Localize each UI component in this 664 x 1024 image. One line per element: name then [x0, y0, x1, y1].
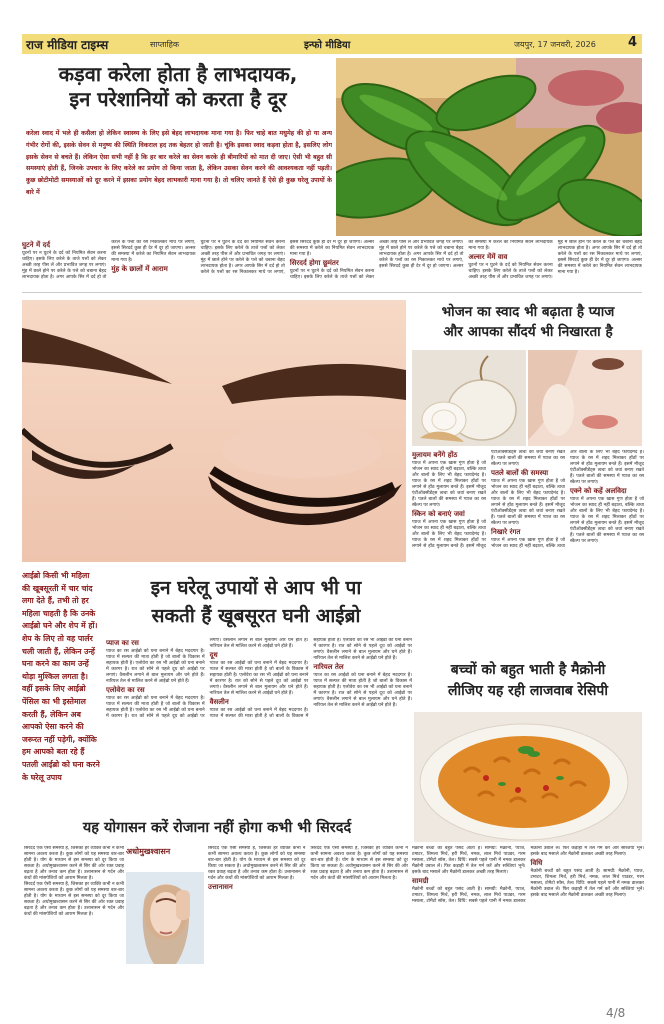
karela-body-text: घुटनों पर न घुटने के दर्द को नियमित सेवन करना चाहिए। इसके लिए करेले के ताजे पत्तों को लेकर अच्छी तरह पीस लें और प्रभावित जगह पर लगाएं। मुंह में छाले होने पर करेले के पत्ते को चबाना बेहद लाभदायक होता है। अगर आपके सिर में दर्द हो तो करेले के पत्तों का रस निकालकर माथे पर लगाएं, इससे सिरदर्द कुछ ही देर में दूर हो जाएगा। अल्सर की समस्या में करेले का नियमित सेवन लाभदायक माना गया है। [22, 240, 196, 280]
onion-body-text-3: प्याज में अपना एक खास गुण होता है जो भोजन का स्वाद ही नहीं बढ़ाता, बल्कि त्वचा और बालों के लिए भी बेहद फायदेमंद है। प्याज के रस में शहद मिलाकर होंठों पर लगाने से होंठ मुलायम बनते हैं। इसमें मौजूद एंटीऑक्सीडेंट्स त्वचा को जवां बनाए रखते हैं। पतले बालों की समस्या में प्याज का रस स्कैल्प पर लगाएं। [491, 479, 565, 526]
macaroni-subhead-2: विधि [530, 859, 543, 867]
onion-body-text-2: प्याज में अपना एक खास गुण होता है जो भोजन का स्वाद ही नहीं बढ़ाता, बल्कि त्वचा और बालों के लिए भी बेहद फायदेमंद है। प्याज के रस में शहद मिलाकर होंठों पर लगाने से होंठ मुलायम बनते हैं। इसमें मौजूद एंटीऑक्सीडेंट्स त्वचा को जवां बनाए रखते हैं। पतले बालों की समस्या में प्याज का रस स्कैल्प पर लगाएं। [412, 450, 565, 549]
eyebrow-headline-line1: इन घरेलू उपायों से आप भी पा [150, 577, 362, 599]
macaroni-body [412, 846, 644, 1014]
eyebrow-subhead-2: एलोवेरा का रस [106, 686, 145, 694]
karela-body-text-3: घुटनों पर न घुटने के दर्द को नियमित सेवन करना चाहिए। इसके लिए करेले के ताजे पत्तों को लेकर अच्छी तरह पीस लें और प्रभावित जगह पर लगाएं। मुंह में छाले होने पर करेले के पत्ते को चबाना बेहद लाभदायक होता है। अगर आपके सिर में दर्द हो तो करेले के पत्तों का रस निकालकर माथे पर लगाएं, इससे सिरदर्द कुछ ही देर में दूर हो जाएगा। अल्सर की समस्या में करेले का नियमित सेवन लाभदायक माना गया है। [289, 240, 553, 280]
onion-headline-line1: भोजन का स्वाद भी बढ़ाता है प्याज [441, 304, 615, 320]
macaroni-headline-line2: लीजिए यह रही लाजवाब रेसिपी [447, 683, 608, 699]
onion-photo [412, 350, 526, 446]
eyebrow-subhead-5: नारियल तेल [313, 663, 344, 671]
onion-subhead-1: मुलायम बनेंगे होंठ [412, 451, 458, 459]
karela-subhead-3: सिरदर्द होगा छूमंतर [289, 259, 339, 267]
karela-body-text-4: घुटनों पर न घुटने के दर्द को नियमित सेवन करना चाहिए। इसके लिए करेले के ताजे पत्तों को लेकर अच्छी तरह पीस लें और प्रभावित जगह पर लगाएं। मुंह में छाले होने पर करेले के पत्ते को चबाना बेहद लाभदायक होता है। अगर आपके सिर में दर्द हो तो करेले के पत्तों का रस निकालकर माथे पर लगाएं, इससे सिरदर्द कुछ ही देर में दूर हो जाएगा। अल्सर की समस्या में करेले का नियमित सेवन लाभदायक माना गया है। [468, 240, 642, 280]
eyebrow-body-text-3: प्याज का रस आईब्रो को घना बनाने में बेहद मददगार है। प्याज में सल्फर की मात्रा होती है जो बालों के विकास में सहायक होती है। एलोवेरा का रस भी आईब्रो को घना बनाने में कारगर है। रात को सोने से पहले दूध को आईब्रो पर लगाएं। वैसलीन लगाने से बाल मुलायम और घने होते हैं। नारियल तेल से मालिश करने से आईब्रो घने होते हैं। [209, 661, 309, 696]
yoga-subhead-2: उत्तानासन [208, 883, 233, 891]
eyebrow-body-text: प्याज का रस आईब्रो को घना बनाने में बेहद मददगार है। प्याज में सल्फर की मात्रा होती है जो बालों के विकास में सहायक होती है। एलोवेरा का रस भी आईब्रो को घना बनाने में कारगर है। रात को सोने से पहले दूध को आईब्रो पर लगाएं। वैसलीन लगाने से बाल मुलायम और घने होते हैं। नारियल तेल से मालिश करने से आईब्रो घने होते हैं। [106, 649, 205, 684]
macaroni-subhead-1: सामग्री [412, 877, 429, 885]
yoga-subhead-1: अधोमुखश्वासन [126, 847, 171, 856]
macaroni-body-text-2: मैक्रोनी बच्चों को बहुत पसंद आती है। सामग्री: मैक्रोनी, प्याज, टमाटर, शिमला मिर्च, हरी मिर्च, नमक, लाल मिर्च पाउडर, गरम मसाला, टोमैटो सॉस, तेल। विधि: सबसे पहले पानी में नमक डालकर मैक्रोनी उबाल लें। फिर कड़ाही में तेल गर्म करें और सब्जियां भूनें। इसके बाद मसाले और मैक्रोनी डालकर अच्छी तरह मिलाएं। [412, 846, 644, 904]
macaroni-headline [412, 660, 644, 702]
eyebrow-body-text-5: प्याज का रस आईब्रो को घना बनाने में बेहद मददगार है। प्याज में सल्फर की मात्रा होती है जो बालों के विकास में सहायक होती है। एलोवेरा का रस भी आईब्रो को घना बनाने में कारगर है। रात को सोने से पहले दूध को आईब्रो पर लगाएं। वैसलीन लगाने से बाल मुलायम और घने होते हैं। नारियल तेल से मालिश करने से आईब्रो घने होते हैं। [313, 673, 412, 708]
masthead [22, 34, 642, 54]
eyebrow-headline [104, 574, 408, 630]
section-label: इन्फो मीडिया [304, 40, 351, 51]
yoga-body-left [24, 846, 124, 1016]
onion-headline [412, 302, 644, 342]
eyebrow-subhead-1: प्याज का रस [106, 639, 139, 647]
bitter-gourd-photo [336, 58, 642, 236]
karela-headline [22, 62, 334, 112]
onion-body-text-4: प्याज में अपना एक खास गुण होता है जो भोजन का स्वाद ही नहीं बढ़ाता, बल्कि त्वचा और बालों के लिए भी बेहद फायदेमंद है। प्याज के रस में शहद मिलाकर होंठों पर लगाने से होंठ मुलायम बनते हैं। इसमें मौजूद एंटीऑक्सीडेंट्स त्वचा को जवां बनाए रखते हैं। पतले बालों की समस्या में प्याज का रस स्कैल्प पर लगाएं। [491, 450, 644, 549]
page-number: 4 [628, 35, 638, 50]
onion-subhead-3: पतले बालों की समस्या [491, 469, 549, 477]
eyebrow-subhead-4: वैसलीन [209, 698, 229, 706]
eyebrow-photo [22, 300, 406, 562]
yoga-headline: यह योगासन करें रोजाना नहीं होगा कभी भी सिरदर्द [82, 820, 352, 836]
yoga-body-text-3: सिरदर्द एक ऐसी समस्या है, जिसका हर व्यक्ति कभी न कभी सामना अवश्य करता है। कुछ लोगों को यह समस्या बार-बार होती है। योग के माध्यम से इस समस्या को दूर किया जा सकता है। अधोमुखश्वासन करने से सिर की ओर रक्त प्रवाह बढ़ता है और तनाव कम होता है। उत्तानासन से गर्दन और कंधों की मांसपेशियों को आराम मिलता है। [208, 846, 306, 881]
macaroni-photo [414, 712, 642, 842]
onion-body-text: प्याज में अपना एक खास गुण होता है जो भोजन का स्वाद ही नहीं बढ़ाता, बल्कि त्वचा और बालों के लिए भी बेहद फायदेमंद है। प्याज के रस में शहद मिलाकर होंठों पर लगाने से होंठ मुलायम बनते हैं। इसमें मौजूद एंटीऑक्सीडेंट्स त्वचा को जवां बनाए रखते हैं। पतले बालों की समस्या में प्याज का रस स्कैल्प पर लगाएं। [412, 461, 486, 508]
onion-subhead-2: स्किन को बनाएं जवां [412, 510, 465, 518]
onion-headline-line2: और आपका सौंदर्य भी निखारता है [443, 324, 613, 340]
karela-body-text-2: घुटनों पर न घुटने के दर्द को नियमित सेवन करना चाहिए। इसके लिए करेले के ताजे पत्तों को लेकर अच्छी तरह पीस लें और प्रभावित जगह पर लगाएं। मुंह में छाले होने पर करेले के पत्ते को चबाना बेहद लाभदायक होता है। अगर आपके सिर में दर्द हो तो करेले के पत्तों का रस निकालकर माथे पर लगाएं, इससे सिरदर्द कुछ ही देर में दूर हो जाएगा। अल्सर की समस्या में करेले का नियमित सेवन लाभदायक माना गया है। [200, 240, 375, 275]
eyebrow-body [106, 638, 412, 810]
yoga-body-text-2: सिरदर्द एक ऐसी समस्या है, जिसका हर व्यक्ति कभी न कभी सामना अवश्य करता है। कुछ लोगों को यह समस्या बार-बार होती है। योग के माध्यम से इस समस्या को दूर किया जा सकता है। अधोमुखश्वासन करने से सिर की ओर रक्त प्रवाह बढ़ता है और तनाव कम होता है। उत्तानासन से गर्दन और कंधों की मांसपेशियों को आराम मिलता है। [24, 882, 124, 917]
onion-subhead-5: एक्ने को कहें अलविदा [570, 487, 627, 495]
macaroni-body-text: मैक्रोनी बच्चों को बहुत पसंद आती है। सामग्री: मैक्रोनी, प्याज, टमाटर, शिमला मिर्च, हरी मिर्च, नमक, लाल मिर्च पाउडर, गरम मसाला, टोमैटो सॉस, तेल। विधि: सबसे पहले पानी में नमक डालकर मैक्रोनी उबाल लें। फिर कड़ाही में तेल गर्म करें और सब्जियां भूनें। इसके बाद मसाले और मैक्रोनी डालकर अच्छी तरह मिलाएं। [412, 846, 526, 875]
macaroni-body-text-3: मैक्रोनी बच्चों को बहुत पसंद आती है। सामग्री: मैक्रोनी, प्याज, टमाटर, शिमला मिर्च, हरी मिर्च, नमक, लाल मिर्च पाउडर, गरम मसाला, टोमैटो सॉस, तेल। विधि: सबसे पहले पानी में नमक डालकर मैक्रोनी उबाल लें। फिर कड़ाही में तेल गर्म करें और सब्जियां भूनें। इसके बाद मसाले और मैक्रोनी डालकर अच्छी तरह मिलाएं। [530, 869, 644, 898]
karela-body [22, 240, 642, 288]
karela-intro: करेला स्वाद में भले ही कसैला हो लेकिन स्वास्थ्य के लिए इसे बेहद लाभदायक माना गया है। फिर चाहे बात मधुमेह की हो या अन्य गंभीर रोगों की, इसके सेवन से मनुष्य की स्थिति विकराल हद तक बेहतर हो जाती है। चूंकि इसका स्वाद कड़वा होता है, इसलिए लोग इसके सेवन से बचते हैं। लेकिन ऐसा सभी नहीं है कि हर बार करेले का सेवन करके ही बीमारियों को मात दी जाए। ऐसी भी बहुत सी समस्याएं होती हैं, जिनके उपचार के लिए करेले का प्रयोग तो किया जाता है, लेकिन उसका सेवन करने की आवश्यकता नहीं पड़ती। कुछ छोटीमोटी समस्याओं को दूर करने में इसका प्रयोग बेहद लाभकारी माना गया है। तो चलिए जानते हैं ऐसे ही कुछ घरेलू उपायों के बारे में [26, 130, 332, 196]
karela-headline-line2: इन परेशानियों को करता है दूर [69, 87, 287, 111]
yoga-body-right [208, 846, 408, 1016]
paper-name: राज मीडिया टाइम्स [26, 38, 109, 52]
yoga-body-text-4: सिरदर्द एक ऐसी समस्या है, जिसका हर व्यक्ति कभी न कभी सामना अवश्य करता है। कुछ लोगों को यह समस्या बार-बार होती है। योग के माध्यम से इस समस्या को दूर किया जा सकता है। अधोमुखश्वासन करने से सिर की ओर रक्त प्रवाह बढ़ता है और तनाव कम होता है। उत्तानासन से गर्दन और कंधों की मांसपेशियों को आराम मिलता है। [310, 846, 408, 881]
eyebrow-side-text: आईब्रो किसी भी महिला की खूबसूरती में चार चांद लगा देते हैं, तभी तो हर महिला चाहती है कि उनके आईब्रो घने और शेप में हों। शेप के लिए तो वह पार्लर चली जाती हैं, लेकिन उन्हें घना करने का काम उन्हें थोड़ा मुश्किल लगता है। वहीं इसके लिए आईब्रो पेंसिल का भी इस्तेमाल करती हैं, लेकिन अब आपको ऐसा करने की जरूरत नहीं पड़ेगी, क्योंकि हम आपको बता रहे हैं पतली आईब्रो को घना करने के घरेलू उपाय [22, 571, 100, 782]
karela-subhead-2: मुंह के छालों में आराम [111, 265, 168, 273]
onion-body [412, 450, 644, 656]
karela-headline-line1: कड़वा करेला होता है लाभदायक, [58, 62, 298, 86]
eyebrow-body-text-2: प्याज का रस आईब्रो को घना बनाने में बेहद मददगार है। प्याज में सल्फर की मात्रा होती है जो बालों के विकास में सहायक होती है। एलोवेरा का रस भी आईब्रो को घना बनाने में कारगर है। रात को सोने से पहले दूध को आईब्रो पर लगाएं। वैसलीन लगाने से बाल मुलायम और घने होते हैं। नारियल तेल से मालिश करने से आईब्रो घने होते हैं। [106, 638, 309, 719]
eyebrow-subhead-3: दूध [209, 651, 218, 659]
edition-type: साप्ताहिक [150, 40, 180, 49]
headache-photo [126, 872, 204, 964]
karela-subhead-1: घुटने में दर्द [22, 241, 51, 249]
page-indicator: 4/8 [606, 1006, 626, 1020]
onion-subhead-4: निखारे रंगत [491, 528, 521, 536]
macaroni-headline-line1: बच्चों को बहुत भाती है मैक्रोनी [450, 662, 606, 678]
onion-body-text-5: प्याज में अपना एक खास गुण होता है जो भोजन का स्वाद ही नहीं बढ़ाता, बल्कि त्वचा और बालों के लिए भी बेहद फायदेमंद है। प्याज के रस में शहद मिलाकर होंठों पर लगाने से होंठ मुलायम बनते हैं। इसमें मौजूद एंटीऑक्सीडेंट्स त्वचा को जवां बनाए रखते हैं। पतले बालों की समस्या में प्याज का रस स्कैल्प पर लगाएं। [570, 497, 644, 544]
yoga-body-text: सिरदर्द एक ऐसी समस्या है, जिसका हर व्यक्ति कभी न कभी सामना अवश्य करता है। कुछ लोगों को यह समस्या बार-बार होती है। योग के माध्यम से इस समस्या को दूर किया जा सकता है। अधोमुखश्वासन करने से सिर की ओर रक्त प्रवाह बढ़ता है और तनाव कम होता है। उत्तानासन से गर्दन और कंधों की मांसपेशियों को आराम मिलता है। [24, 846, 124, 881]
karela-subhead-4: अल्सर मेंमें वाव [468, 253, 508, 261]
eyebrow-headline-line2: सकती हैं खूबसूरत घनी आईब्रो [151, 605, 361, 627]
eyebrow-body-text-4: प्याज का रस आईब्रो को घना बनाने में बेहद मददगार है। प्याज में सल्फर की मात्रा होती है जो बालों के विकास में सहायक होती है। एलोवेरा का रस भी आईब्रो को घना बनाने में कारगर है। रात को सोने से पहले दूध को आईब्रो पर लगाएं। वैसलीन लगाने से बाल मुलायम और घने होते हैं। नारियल तेल से मालिश करने से आईब्रो घने होते हैं। [209, 638, 412, 719]
place-date: जयपुर, 17 जनवरी, 2026 [514, 40, 596, 49]
face-photo [528, 350, 642, 446]
karela-article [22, 56, 642, 288]
